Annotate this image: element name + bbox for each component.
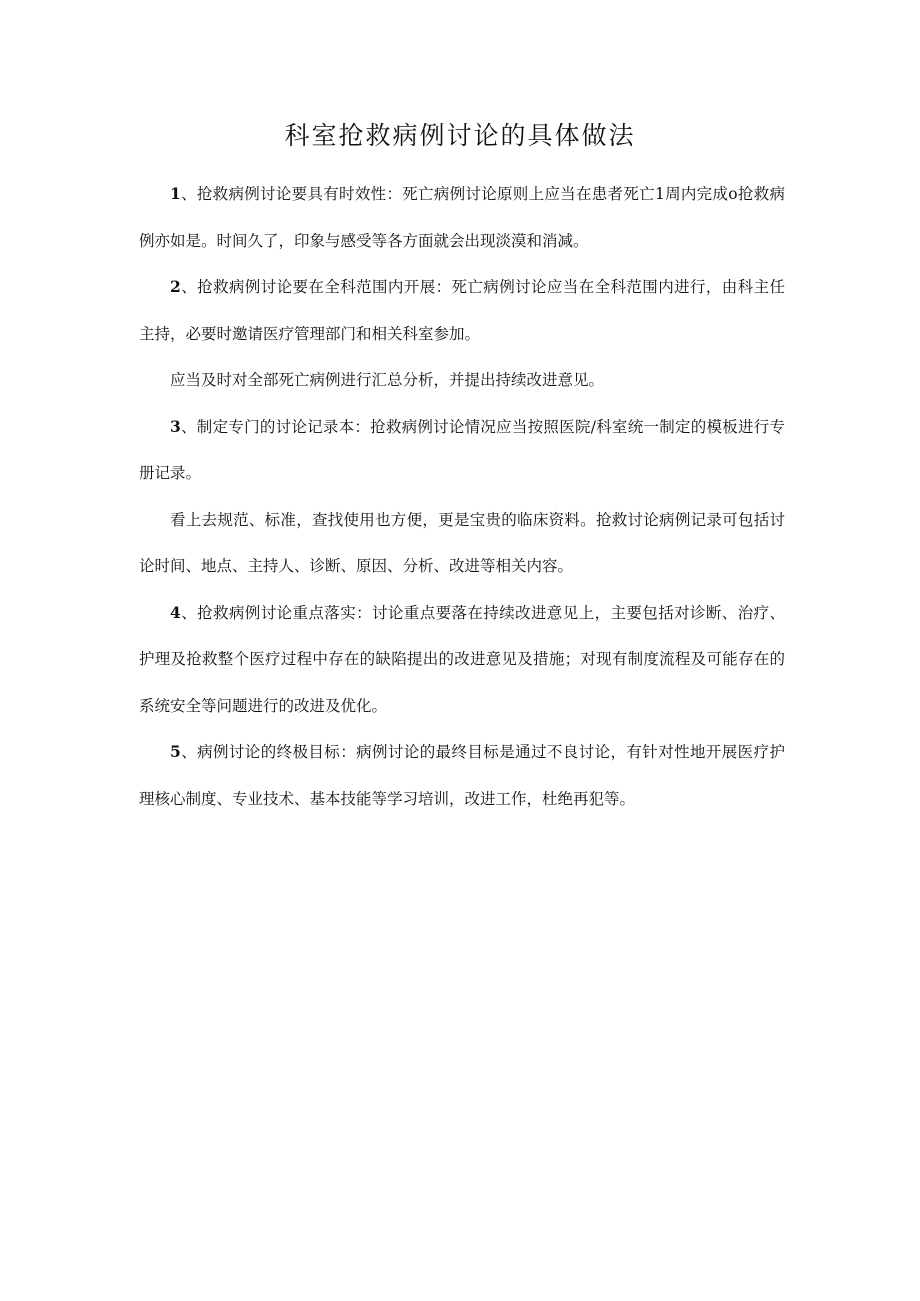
paragraph-text: 、抢救病例讨论要具有时效性：死亡病例讨论原则上应当在患者死亡1周内完成o抢救病例亦如是。时间久了，印象与感受等各方面就会出现淡漠和消减。 [139, 185, 785, 250]
paragraph-number: 4 [170, 602, 181, 622]
paragraph-3 [139, 357, 785, 404]
paragraph-text: 看上去规范、标准，查找使用也方便，更是宝贵的临床资料。抢救讨论病例记录可包括讨论时间、地点、主持人、诊断、原因、分析、改进等相关内容。 [139, 510, 785, 575]
paragraph-6 [139, 590, 785, 730]
paragraph-2 [139, 264, 785, 357]
paragraph-text: 、抢救病例讨论重点落实：讨论重点要落在持续改进意见上，主要包括对诊断、治疗、护理及抢救整个医疗过程中存在的缺陷提出的改进意见及措施；对现有制度流程及可能存在的系统安全等问题进行的改进及优化。 [139, 603, 785, 715]
paragraph-text: 应当及时对全部死亡病例进行汇总分析，并提出持续改进意见。 [170, 371, 605, 389]
paragraph-number: 1 [170, 184, 181, 203]
paragraph-5 [139, 497, 785, 590]
paragraph-text: 、抢救病例讨论要在全科范围内开展：死亡病例讨论应当在全科范围内进行，由科主任主持，必要时邀请医疗管理部门和相关科室参加。 [139, 278, 785, 343]
paragraph-number: 2 [170, 277, 181, 296]
document-title: 科室抢救病例讨论的具体做法 [284, 121, 636, 150]
paragraph-number: 3 [170, 416, 181, 436]
paragraph-1 [139, 171, 785, 264]
paragraph-text: 、制定专门的讨论记录本：抢救病例讨论情况应当按照医院/科室统一制定的模板进行专册记录。 [139, 417, 785, 482]
paragraph-number: 5 [170, 742, 181, 761]
paragraph-4 [139, 404, 785, 497]
document-body [139, 171, 785, 822]
paragraph-7 [139, 729, 785, 822]
paragraph-text: 、病例讨论的终极目标：病例讨论的最终目标是通过不良讨论，有针对性地开展医疗护理核心制度、专业技术、基本技能等学习培训，改进工作，杜绝再犯等。 [139, 743, 785, 808]
